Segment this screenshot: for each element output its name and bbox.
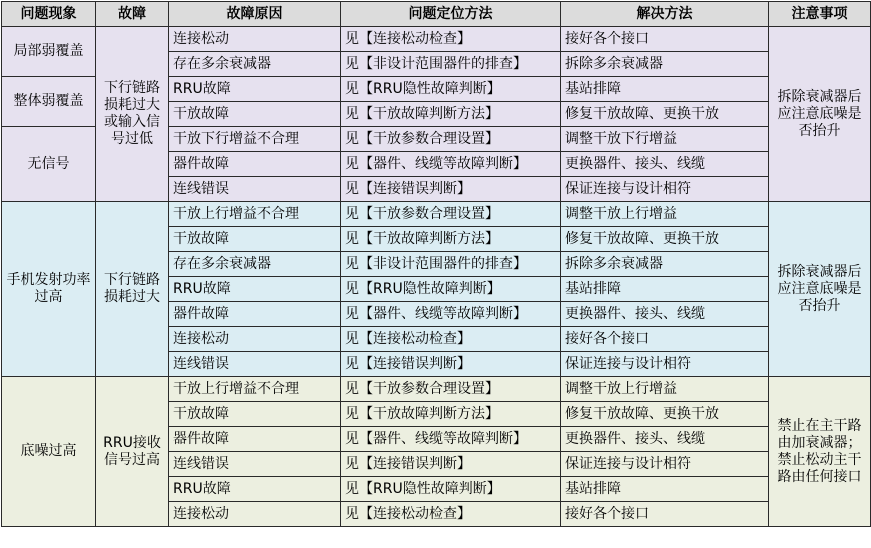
table-row: [2, 377, 871, 402]
locate-cell: 见【连接松动检查】: [341, 27, 561, 52]
locate-cell: 见【非设计范围器件的排查】: [341, 252, 561, 277]
cause-cell: 干放下行增益不合理: [169, 127, 341, 152]
locate-cell: 见【器件、线缆等故障判断】: [341, 427, 561, 452]
locate-cell: 见【非设计范围器件的排查】: [341, 52, 561, 77]
cause-cell: 存在多余衰减器: [169, 252, 341, 277]
solution-cell: 接好各个接口: [561, 502, 769, 527]
cause-cell: 器件故障: [169, 152, 341, 177]
header-phenomenon: 问题现象: [2, 2, 96, 27]
locate-cell: 见【干放参数合理设置】: [341, 127, 561, 152]
locate-cell: 见【连接松动检查】: [341, 327, 561, 352]
header-cause: 故障原因: [169, 2, 341, 27]
locate-cell: 见【RRU隐性故障判断】: [341, 77, 561, 102]
cause-cell: RRU故障: [169, 477, 341, 502]
cause-cell: 连接松动: [169, 27, 341, 52]
solution-cell: 基站排障: [561, 77, 769, 102]
solution-cell: 调整干放上行增益: [561, 377, 769, 402]
cause-cell: 干放故障: [169, 402, 341, 427]
solution-cell: 保证连接与设计相符: [561, 352, 769, 377]
phenomenon-cell: 局部弱覆盖: [2, 27, 96, 77]
locate-cell: 见【连接错误判断】: [341, 352, 561, 377]
header-row: [2, 2, 871, 27]
fault-cell: 下行链路损耗过大或输入信号过低: [96, 27, 169, 202]
locate-cell: 见【干放参数合理设置】: [341, 377, 561, 402]
locate-cell: 见【器件、线缆等故障判断】: [341, 152, 561, 177]
cause-cell: 连线错误: [169, 352, 341, 377]
phenomenon-cell: 底噪过高: [2, 377, 96, 527]
header-notes: 注意事项: [769, 2, 871, 27]
group-high-tx-power: [2, 202, 871, 377]
cause-cell: 存在多余衰减器: [169, 52, 341, 77]
solution-cell: 调整干放下行增益: [561, 127, 769, 152]
phenomenon-cell: 整体弱覆盖: [2, 77, 96, 127]
locate-cell: 见【RRU隐性故障判断】: [341, 477, 561, 502]
troubleshooting-table: [1, 1, 871, 527]
cause-cell: 连接松动: [169, 502, 341, 527]
header-locate-method: 问题定位方法: [341, 2, 561, 27]
cause-cell: 干放故障: [169, 102, 341, 127]
locate-cell: 见【干放故障判断方法】: [341, 227, 561, 252]
solution-cell: 修复干放故障、更换干放: [561, 102, 769, 127]
cause-cell: 连线错误: [169, 177, 341, 202]
group-high-noise-floor: [2, 377, 871, 527]
locate-cell: 见【连接错误判断】: [341, 452, 561, 477]
solution-cell: 修复干放故障、更换干放: [561, 402, 769, 427]
solution-cell: 更换器件、接头、线缆: [561, 302, 769, 327]
cause-cell: 干放上行增益不合理: [169, 377, 341, 402]
locate-cell: 见【连接错误判断】: [341, 177, 561, 202]
table-row: [2, 202, 871, 227]
cause-cell: 连线错误: [169, 452, 341, 477]
locate-cell: 见【器件、线缆等故障判断】: [341, 302, 561, 327]
solution-cell: 基站排障: [561, 477, 769, 502]
locate-cell: 见【干放故障判断方法】: [341, 402, 561, 427]
note-cell: 拆除衰减器后应注意底噪是否抬升: [769, 27, 871, 202]
locate-cell: 见【连接松动检查】: [341, 502, 561, 527]
phenomenon-cell: 手机发射功率过高: [2, 202, 96, 377]
cause-cell: 干放上行增益不合理: [169, 202, 341, 227]
solution-cell: 拆除多余衰减器: [561, 52, 769, 77]
solution-cell: 接好各个接口: [561, 327, 769, 352]
cause-cell: 器件故障: [169, 427, 341, 452]
cause-cell: 器件故障: [169, 302, 341, 327]
cause-cell: RRU故障: [169, 277, 341, 302]
cause-cell: 干放故障: [169, 227, 341, 252]
cause-cell: 连接松动: [169, 327, 341, 352]
solution-cell: 拆除多余衰减器: [561, 252, 769, 277]
header-fault: 故障: [96, 2, 169, 27]
note-cell: 禁止在主干路由加衰减器；禁止松动主干路由任何接口: [769, 377, 871, 527]
cause-cell: RRU故障: [169, 77, 341, 102]
locate-cell: 见【干放故障判断方法】: [341, 102, 561, 127]
fault-cell: RRU接收信号过高: [96, 377, 169, 527]
solution-cell: 调整干放上行增益: [561, 202, 769, 227]
note-cell: 拆除衰减器后应注意底噪是否抬升: [769, 202, 871, 377]
table-row: [2, 27, 871, 52]
locate-cell: 见【干放参数合理设置】: [341, 202, 561, 227]
solution-cell: 更换器件、接头、线缆: [561, 152, 769, 177]
solution-cell: 更换器件、接头、线缆: [561, 427, 769, 452]
phenomenon-cell: 无信号: [2, 127, 96, 202]
solution-cell: 基站排障: [561, 277, 769, 302]
header-solution: 解决方法: [561, 2, 769, 27]
fault-cell: 下行链路损耗过大: [96, 202, 169, 377]
locate-cell: 见【RRU隐性故障判断】: [341, 277, 561, 302]
solution-cell: 保证连接与设计相符: [561, 452, 769, 477]
solution-cell: 保证连接与设计相符: [561, 177, 769, 202]
solution-cell: 接好各个接口: [561, 27, 769, 52]
group-weak-coverage: [2, 27, 871, 202]
solution-cell: 修复干放故障、更换干放: [561, 227, 769, 252]
